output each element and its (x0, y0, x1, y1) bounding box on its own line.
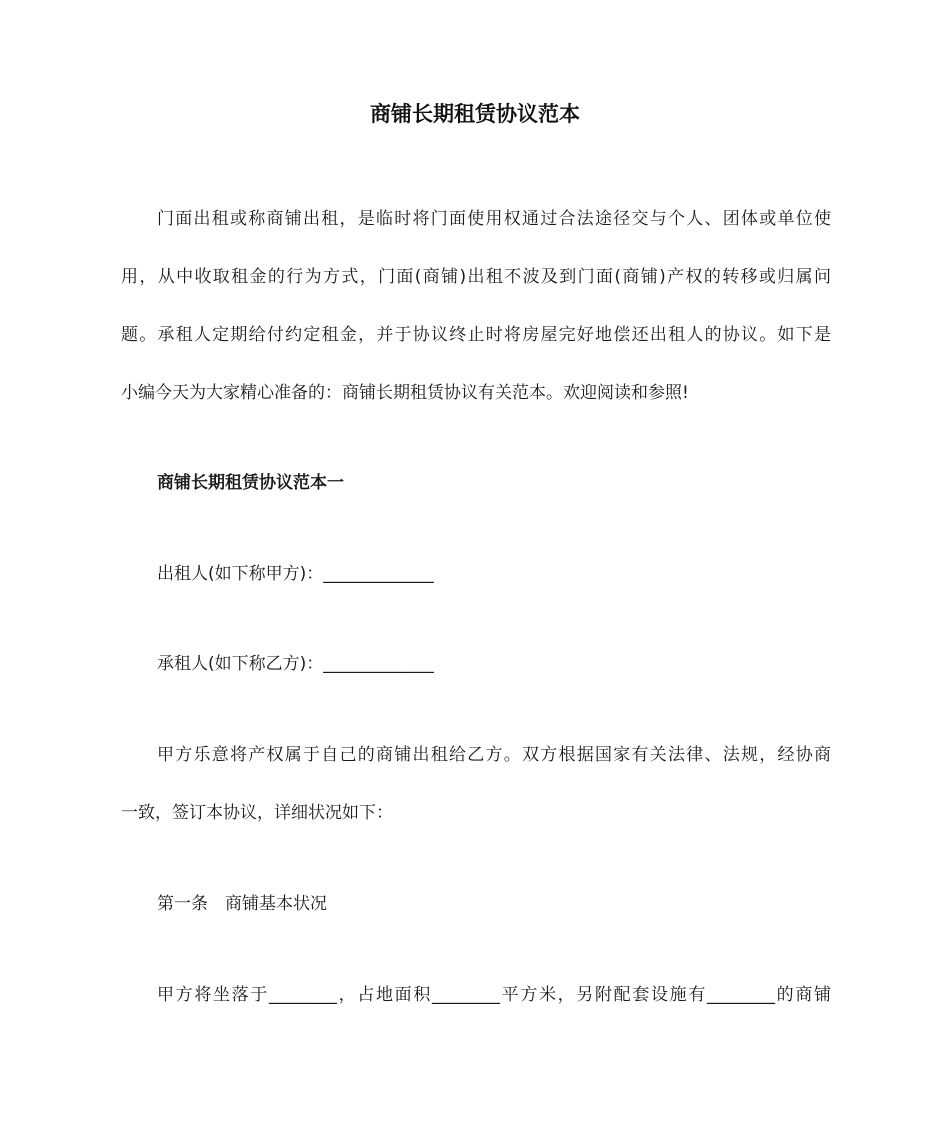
article-one-heading: 第一条 商铺基本状况 (157, 894, 327, 914)
agreement-line-1: 甲方乐意将产权属于自己的商铺出租给乙方。双方根据国家有关法律、法规，经协商 (157, 745, 831, 765)
article-one-line-1: 甲方将坐落于________，占地面积________平方米，另附配套设施有________的商铺 (157, 985, 831, 1005)
lessee-line: 承租人(如下称乙方)：_____________ (157, 654, 434, 674)
article-one-paragraph (121, 966, 831, 1024)
intro-paragraph (121, 190, 831, 422)
intro-line-2: 用，从中收取租金的行为方式，门面(商铺)出租不波及到门面(商铺)产权的转移或归属问 (121, 267, 831, 287)
document-title: 商铺长期租赁协议范本 (370, 102, 580, 126)
intro-line-3: 题。承租人定期给付约定租金，并于协议终止时将房屋完好地偿还出租人的协议。如下是 (121, 325, 831, 345)
agreement-paragraph (121, 726, 831, 842)
intro-line-1: 门面出租或称商铺出租，是临时将门面使用权通过合法途径交与个人、团体或单位使 (157, 209, 831, 229)
lessor-line: 出租人(如下称甲方)：_____________ (157, 564, 434, 584)
intro-line-4: 小编今天为大家精心准备的：商铺长期租赁协议有关范本。欢迎阅读和参照! (121, 383, 689, 403)
agreement-line-2: 一致，签订本协议，详细状况如下： (121, 803, 393, 823)
section-heading: 商铺长期租赁协议范本一 (157, 473, 344, 493)
